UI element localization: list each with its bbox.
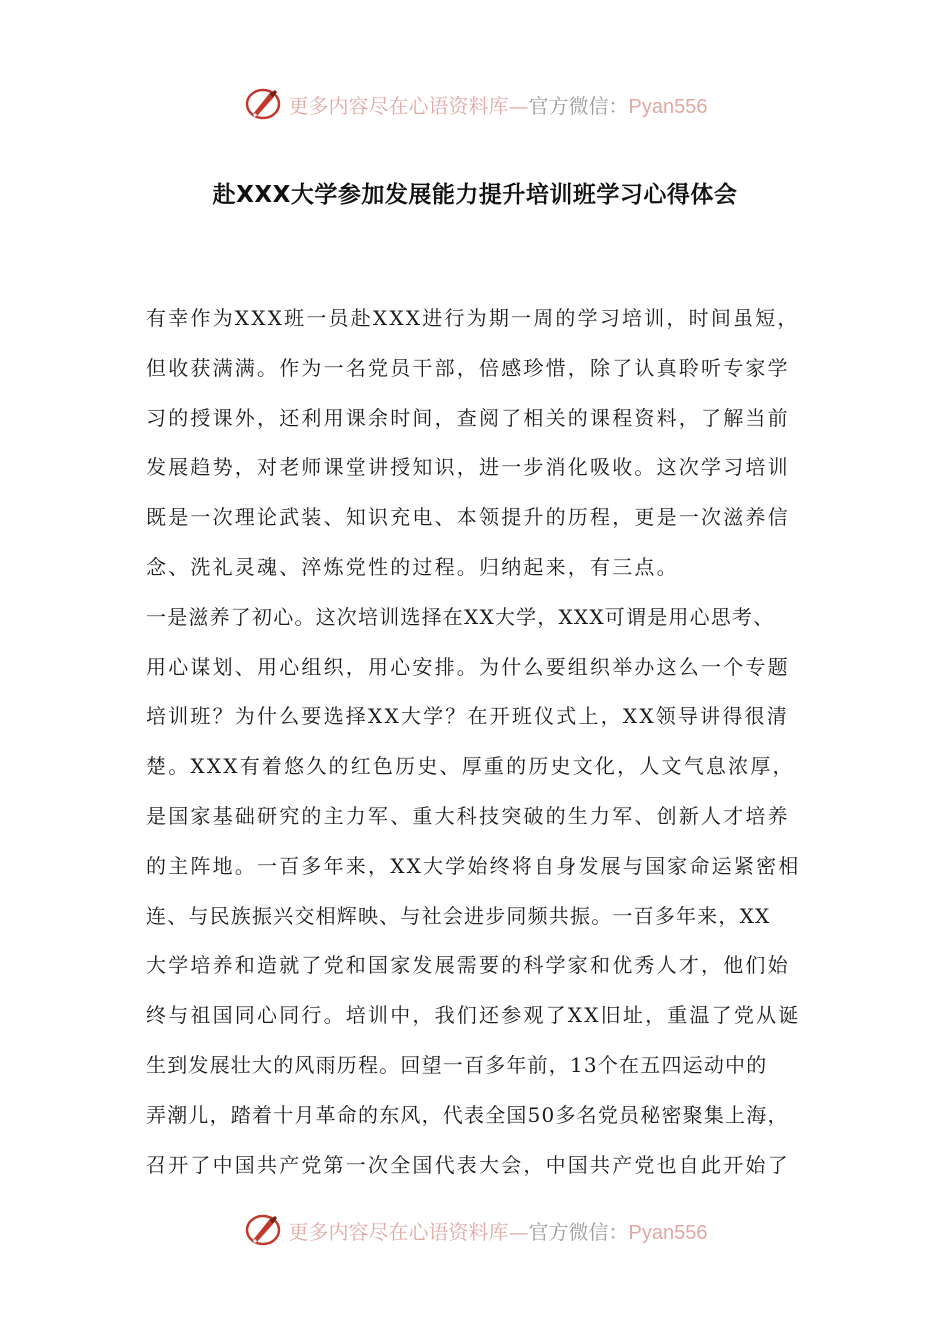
- body-line: 的主阵地。一百多年来，XX大学始终将自身发展与国家命运紧密相: [146, 853, 801, 878]
- footer-wechat-id: Pyan556: [628, 1221, 708, 1244]
- body-line: 但收获满满。作为一名党员干部，倍感珍惜，除了认真聆听专家学: [146, 355, 790, 380]
- pen-nib-logo-icon: [243, 1212, 283, 1248]
- body-line: 习的授课外，还利用课余时间，查阅了相关的课程资料，了解当前: [146, 405, 790, 430]
- header-separator: —: [508, 93, 529, 118]
- body-line: 有幸作为XXX班一员赴XXX进行为期一周的学习培训，时间虽短，: [146, 306, 800, 330]
- body-line: 召开了中国共产党第一次全国代表大会，中国共产党也自此开始了: [146, 1152, 790, 1177]
- footer-prefix: 更多内容尽在心语资料库: [288, 1219, 509, 1244]
- body-line: 培训班？为什么要选择XX大学？在开班仪式上，XX领导讲得很清: [146, 704, 789, 729]
- pen-nib-logo-icon: [243, 86, 283, 122]
- header-text: [289, 90, 708, 119]
- body-line: 弄潮儿，踏着十月革命的东风，代表全国50多名党员秘密聚集上海，: [146, 1102, 789, 1127]
- header-prefix: 更多内容尽在心语资料库: [288, 93, 509, 118]
- body-line: 是国家基础研究的主力军、重大科技突破的生力军、创新人才培养: [146, 803, 790, 828]
- footer-middle: 官方微信：: [528, 1219, 629, 1244]
- footer-banner: [0, 1210, 950, 1250]
- body-line: 连、与民族振兴交相辉映、与社会进步同频共振。一百多年来，XX: [146, 903, 771, 928]
- body-line: 念、洗礼灵魂、淬炼党性的过程。归纳起来，有三点。: [146, 554, 679, 579]
- document-title: 赴XXX大学参加发展能力提升培训班学习心得体会: [212, 182, 738, 208]
- footer-text: [289, 1216, 708, 1245]
- body-line: 大学培养和造就了党和国家发展需要的科学家和优秀人才，他们始: [146, 953, 790, 978]
- body-line: 终与祖国同心同行。培训中，我们还参观了XX旧址，重温了党从诞: [146, 1003, 801, 1028]
- body-line: 楚。XXX有着悠久的红色历史、厚重的历史文化，人文气息浓厚，: [146, 754, 795, 779]
- body-line: 既是一次理论武装、知识充电、本领提升的历程，更是一次滋养信: [146, 505, 790, 530]
- document-body: [146, 294, 826, 1190]
- footer-separator: —: [508, 1219, 529, 1244]
- body-line: 生到发展壮大的风雨历程。回望一百多年前，13个在五四运动中的: [146, 1052, 768, 1077]
- body-line: 发展趋势，对老师课堂讲授知识，进一步消化吸收。这次学习培训: [146, 455, 790, 480]
- header-middle: 官方微信：: [528, 93, 629, 118]
- header-wechat-id: Pyan556: [628, 95, 708, 118]
- body-line: 一是滋养了初心。这次培训选择在XX大学，XXX可谓是用心思考、: [146, 604, 775, 629]
- body-line: 用心谋划、用心组织，用心安排。为什么要组织举办这么一个专题: [146, 654, 790, 679]
- header-banner: [0, 84, 950, 124]
